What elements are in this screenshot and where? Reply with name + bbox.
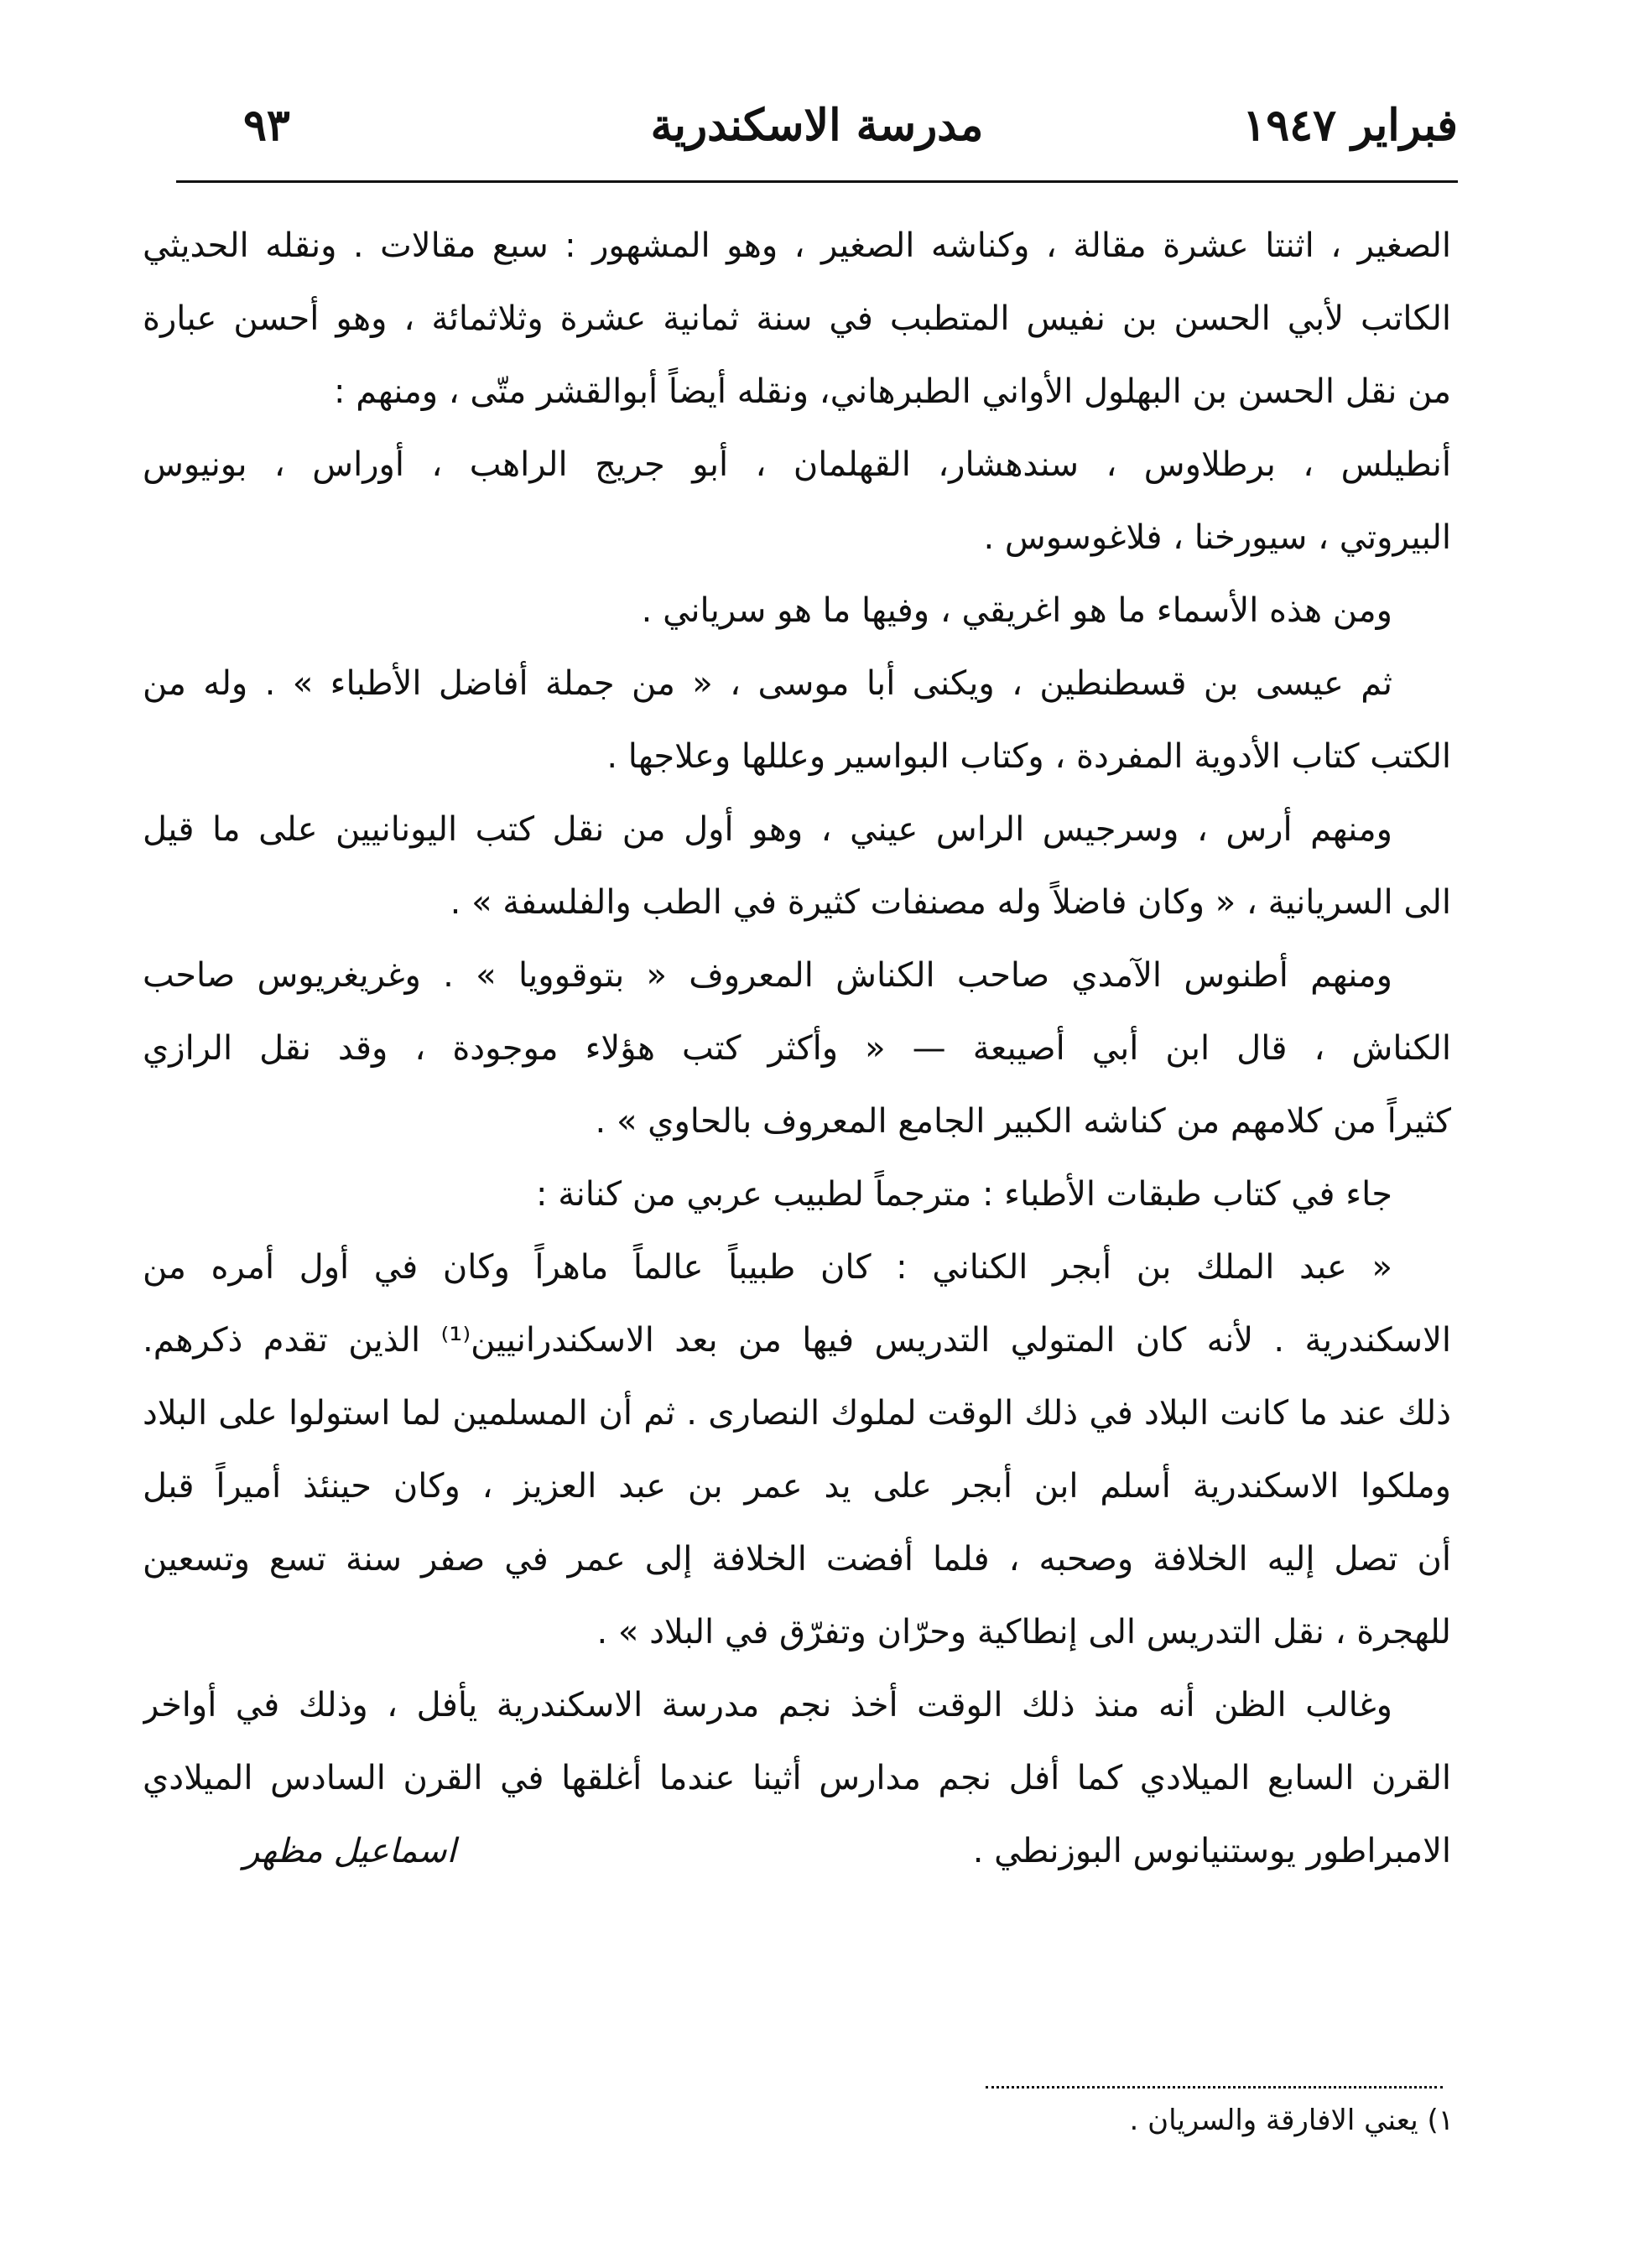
- header-rule: [176, 180, 1458, 183]
- text-line: القرن السابع الميلادي كما أفل نجم مدارس أثينا عندما أغلقها في القرن السادس الميلادي: [143, 1759, 1451, 1797]
- text-line: ذلك عند ما كانت البلاد في ذلك الوقت لملوك النصارى . ثم أن المسلمين لما استولوا على البلاد: [143, 1394, 1451, 1433]
- text-line: من نقل الحسن بن البهلول الأواني الطبرهاني، ونقله أيضاً أبوالقشر متّى ، ومنهم :: [334, 372, 1451, 411]
- body-text: [143, 210, 1451, 1888]
- text-line: أنطيلس ، برطلاوس ، سندهشار، القهلمان ، أبو جريج الراهب ، أوراس ، بونيوس: [143, 445, 1451, 484]
- text-line: ومن هذه الأسماء ما هو اغريقي ، وفيها ما هو سرياني .: [641, 591, 1392, 630]
- footnote-rule: [986, 2086, 1443, 2089]
- issue-date: فبراير ١٩٤٧: [1242, 100, 1458, 151]
- text-line-with-signature: [143, 1815, 1451, 1888]
- text-line: ومنهم أطنوس الآمدي صاحب الكناش المعروف « بتوقوويا » . وغريغريوس صاحب: [143, 956, 1392, 995]
- text-line: ثم عيسى بن قسطنطين ، ويكنى أبا موسى ، « من جملة أفاضل الأطباء » . وله من: [143, 664, 1392, 703]
- author-signature: اسماعيل مظهر: [243, 1832, 456, 1870]
- text-line: جاء في كتاب طبقات الأطباء : مترجماً لطبيب عربي من كنانة :: [536, 1175, 1392, 1214]
- running-header: [176, 88, 1458, 164]
- text-line: كثيراً من كلامهم من كناشه الكبير الجامع المعروف بالحاوي » .: [595, 1102, 1451, 1141]
- text-line: الكتب كتاب الأدوية المفردة ، وكتاب البواسير وعللها وعلاجها .: [606, 737, 1451, 776]
- page-number: ٩٣: [243, 100, 290, 151]
- text-line: وملكوا الاسكندرية أسلم ابن أبجر على يد عمر بن عبد العزيز ، وكان حينئذ أميراً قبل: [143, 1467, 1451, 1506]
- text-line: للهجرة ، نقل التدريس الى إنطاكية وحرّان وتفرّق في البلاد » .: [596, 1613, 1451, 1652]
- text-line: الاسكندرية . لأنه كان المتولي التدريس فيها من بعد الاسكندرانيين⁽¹⁾ الذين تقدم ذكرهم.: [143, 1321, 1451, 1360]
- text-line: وغالب الظن أنه منذ ذلك الوقت أخذ نجم مدرسة الاسكندرية يأفل ، وذلك في أواخر: [143, 1686, 1392, 1724]
- text-line: الصغير ، اثنتا عشرة مقالة ، وكناشه الصغير ، وهو المشهور : سبع مقالات . ونقله الحديثي: [143, 226, 1451, 265]
- text-line: الامبراطور يوستنيانوس البوزنطي .: [972, 1832, 1451, 1870]
- running-title: مدرسة الاسكندرية: [650, 100, 984, 151]
- text-line: ومنهم أرس ، وسرجيس الراس عيني ، وهو أول من نقل كتب اليونانيين على ما قيل: [143, 810, 1392, 849]
- footnote: ١) يعني الافارقة والسريان .: [1129, 2104, 1454, 2137]
- text-line: البيروتي ، سيورخنا ، فلاغوسوس .: [983, 518, 1451, 557]
- text-line: الكناش ، قال ابن أبي أصيبعة — « وأكثر كتب هؤلاء موجودة ، وقد نقل الرازي: [143, 1029, 1451, 1068]
- text-line: « عبد الملك بن أبجر الكناني : كان طبيباً عالماً ماهراً وكان في أول أمره من: [143, 1248, 1392, 1287]
- text-line: الى السريانية ، « وكان فاضلاً وله مصنفات كثيرة في الطب والفلسفة » .: [450, 883, 1451, 922]
- text-line: الكاتب لأبي الحسن بن نفيس المتطبب في سنة ثمانية عشرة وثلاثمائة ، وهو أحسن عبارة: [143, 299, 1451, 338]
- text-line: أن تصل إليه الخلافة وصحبه ، فلما أفضت الخلافة إلى عمر في صفر سنة تسع وتسعين: [143, 1540, 1451, 1579]
